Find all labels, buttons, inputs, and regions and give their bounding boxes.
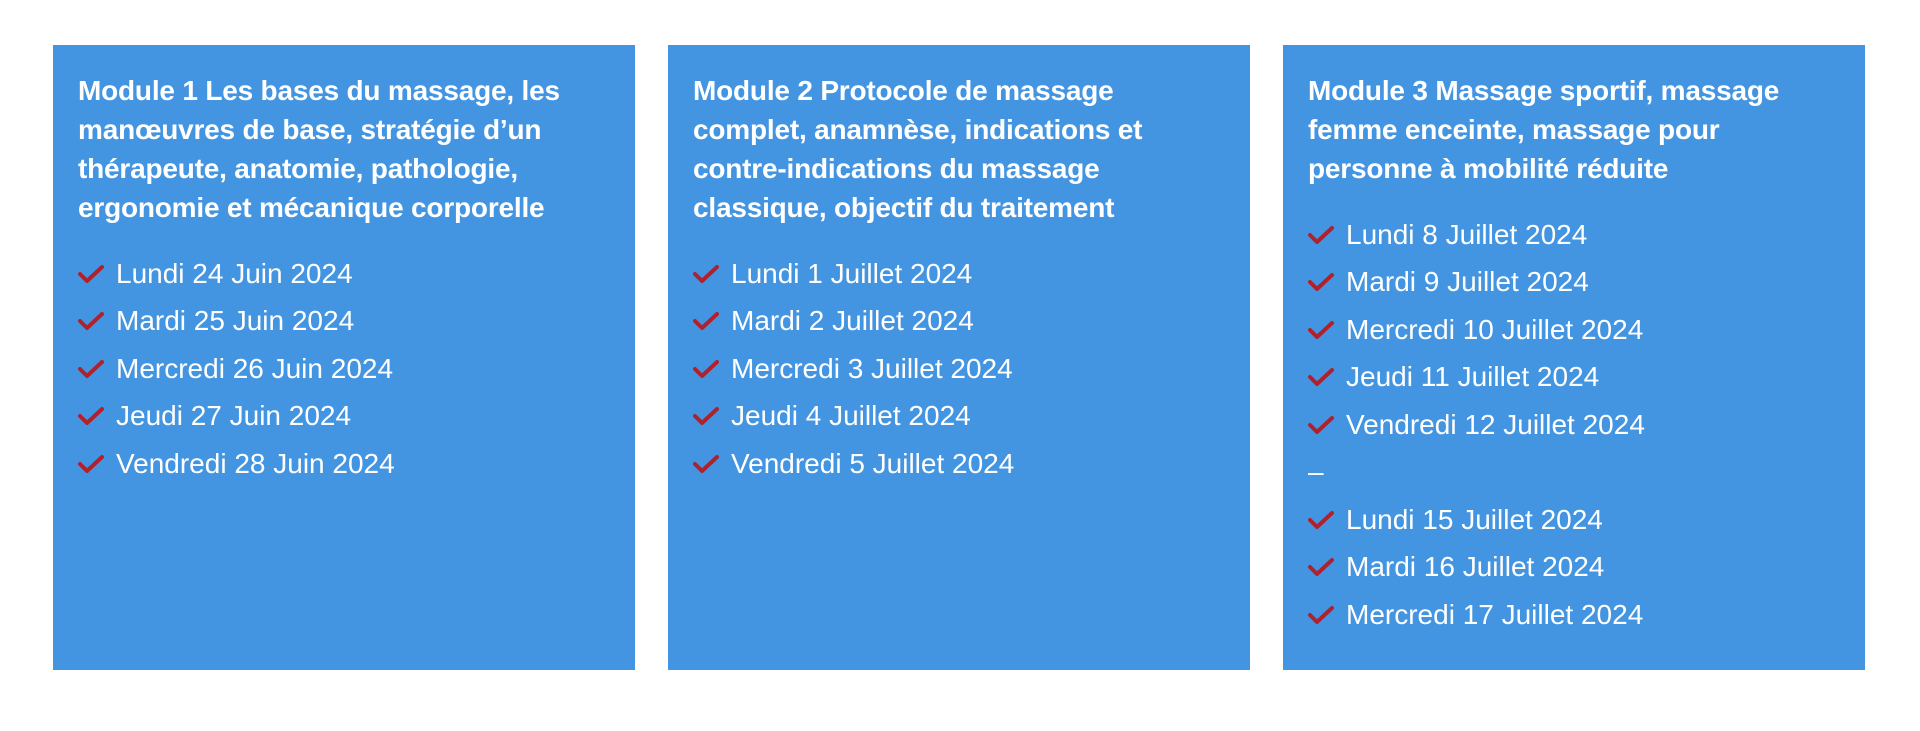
date-label: Mercredi 17 Juillet 2024 xyxy=(1346,598,1644,630)
check-icon xyxy=(1308,367,1334,387)
date-item xyxy=(693,298,1225,346)
date-label: Vendredi 12 Juillet 2024 xyxy=(1346,408,1645,440)
date-label: Lundi 8 Juillet 2024 xyxy=(1346,218,1588,250)
date-label: Jeudi 27 Juin 2024 xyxy=(116,400,352,432)
check-icon xyxy=(1308,557,1334,577)
date-label: Mercredi 10 Juillet 2024 xyxy=(1346,313,1644,345)
date-item xyxy=(78,250,610,298)
check-icon xyxy=(78,359,104,379)
date-item xyxy=(1308,306,1840,354)
check-icon xyxy=(693,311,719,331)
date-label: Mardi 25 Juin 2024 xyxy=(116,305,355,337)
check-icon xyxy=(78,264,104,284)
date-label: Jeudi 4 Juillet 2024 xyxy=(731,400,971,432)
date-item xyxy=(693,250,1225,298)
check-icon xyxy=(1308,272,1334,292)
date-list xyxy=(1308,211,1840,639)
date-item xyxy=(1308,496,1840,544)
date-item xyxy=(693,440,1225,488)
date-label: Jeudi 11 Juillet 2024 xyxy=(1346,361,1600,393)
check-icon xyxy=(1308,415,1334,435)
date-item xyxy=(1308,544,1840,592)
date-item xyxy=(78,440,610,488)
check-icon xyxy=(1308,320,1334,340)
module-card-3 xyxy=(1283,45,1865,670)
date-label: Vendredi 5 Juillet 2024 xyxy=(731,447,1015,479)
date-item xyxy=(1308,591,1840,639)
date-label: Mardi 16 Juillet 2024 xyxy=(1346,551,1605,583)
date-label: Lundi 24 Juin 2024 xyxy=(116,257,353,289)
date-item xyxy=(78,393,610,441)
date-label: Mardi 9 Juillet 2024 xyxy=(1346,266,1589,298)
check-icon xyxy=(78,454,104,474)
date-item xyxy=(78,298,610,346)
check-icon xyxy=(1308,605,1334,625)
date-label: Mercredi 26 Juin 2024 xyxy=(116,352,394,384)
date-list xyxy=(78,250,610,488)
date-item xyxy=(1308,211,1840,259)
module-title: Module 2 Protocole de massage complet, anamnèse, indications et contre-indications du massage classique, objectif du traitement xyxy=(693,75,1143,223)
date-label: Lundi 15 Juillet 2024 xyxy=(1346,503,1603,535)
check-icon xyxy=(1308,510,1334,530)
date-item xyxy=(1308,401,1840,449)
module-card-1 xyxy=(53,45,635,670)
date-item xyxy=(1308,259,1840,307)
date-item xyxy=(693,345,1225,393)
date-item xyxy=(693,393,1225,441)
check-icon xyxy=(693,454,719,474)
date-label: Mercredi 3 Juillet 2024 xyxy=(731,352,1013,384)
module-title: Module 3 Massage sportif, massage femme enceinte, massage pour personne à mobilité réduite xyxy=(1308,75,1780,184)
module-cards xyxy=(53,45,1865,670)
date-item xyxy=(1308,354,1840,402)
check-icon xyxy=(78,406,104,426)
date-label: Mardi 2 Juillet 2024 xyxy=(731,305,974,337)
date-separator: – xyxy=(1308,456,1324,488)
check-icon xyxy=(78,311,104,331)
module-title: Module 1 Les bases du massage, les manœuvres de base, stratégie d’un thérapeute, anatomie, pathologie, ergonomie et mécanique corporelle xyxy=(78,75,560,223)
date-label: Lundi 1 Juillet 2024 xyxy=(731,257,973,289)
date-label: Vendredi 28 Juin 2024 xyxy=(116,447,395,479)
check-icon xyxy=(693,359,719,379)
check-icon xyxy=(693,264,719,284)
date-item xyxy=(78,345,610,393)
date-list xyxy=(693,250,1225,488)
module-card-2 xyxy=(668,45,1250,670)
check-icon xyxy=(1308,225,1334,245)
check-icon xyxy=(693,406,719,426)
